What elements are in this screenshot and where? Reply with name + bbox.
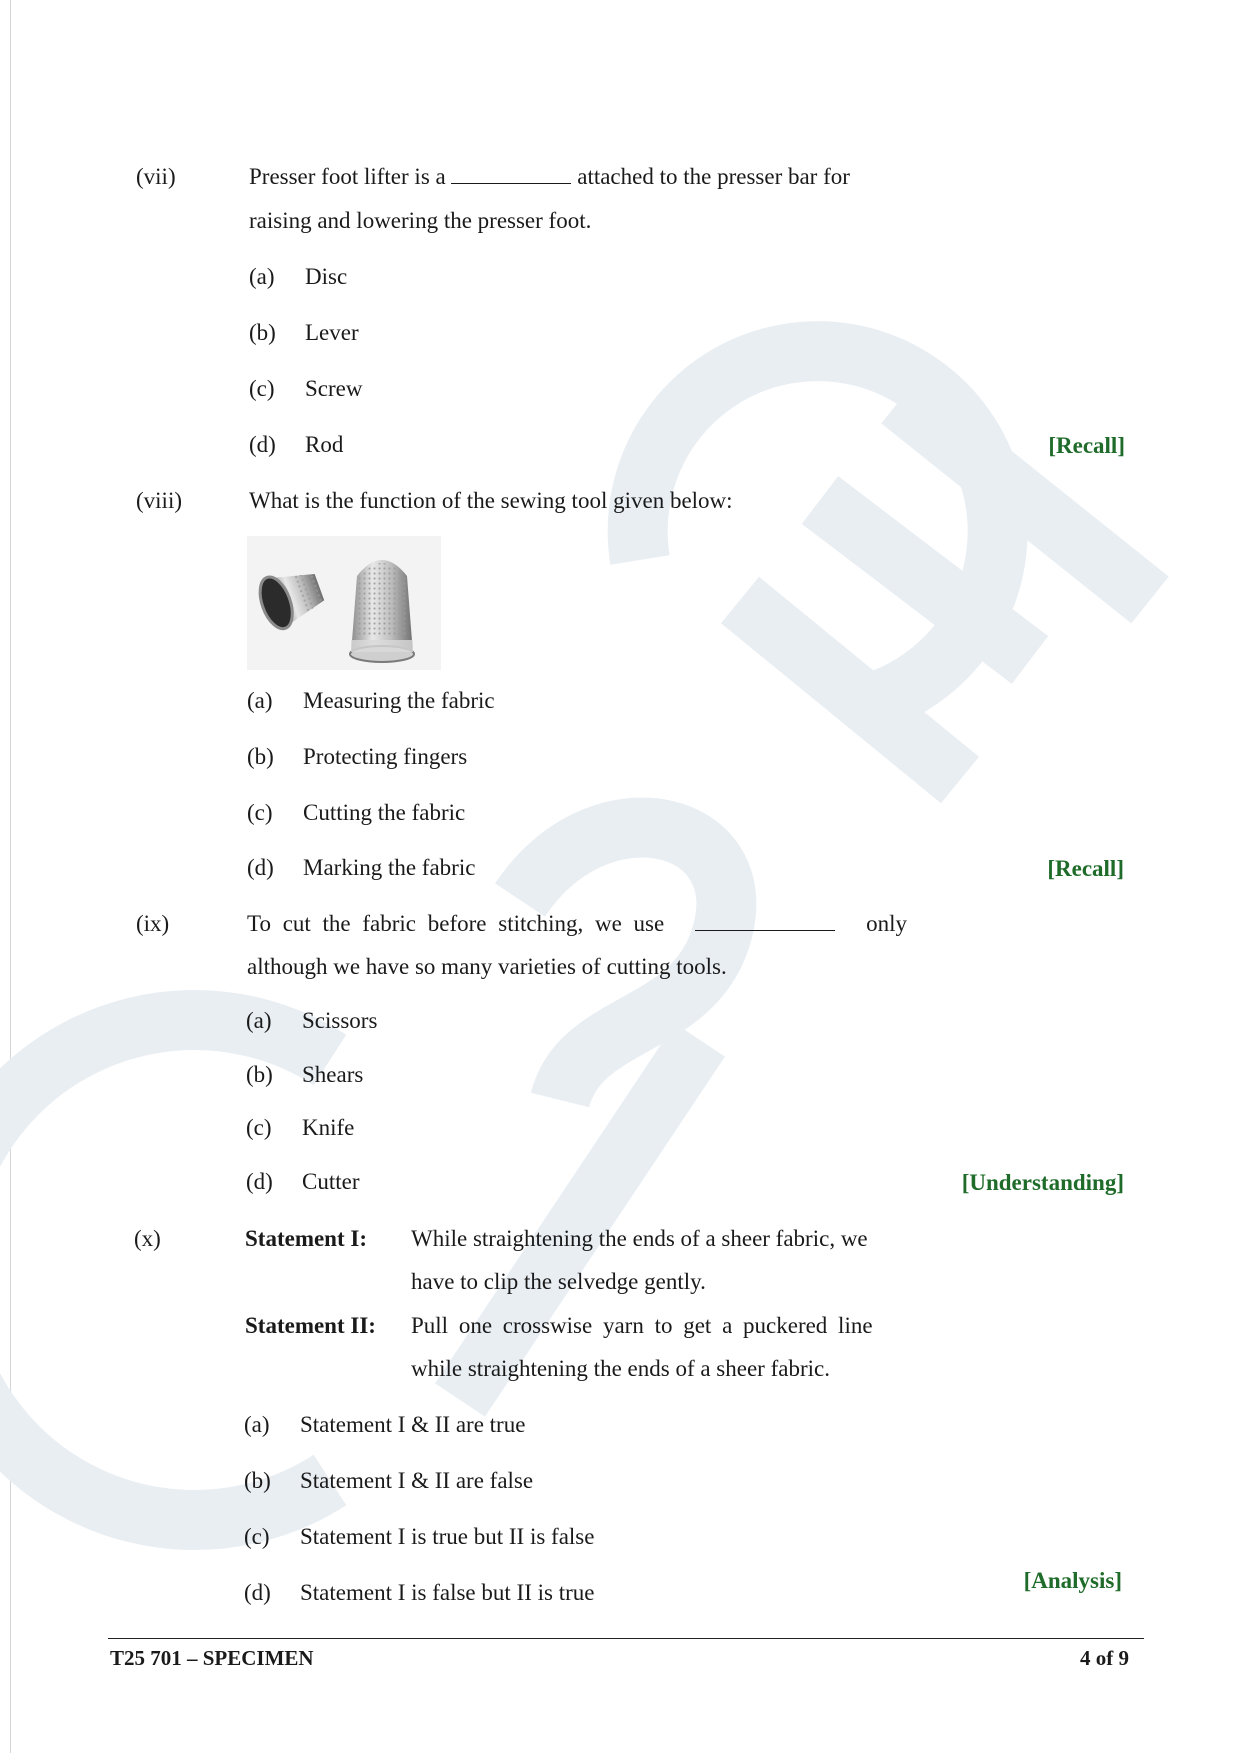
option-text: Shears [302,1062,364,1087]
option-text: Knife [302,1115,355,1140]
option-letter: (b) [249,320,276,345]
option-letter: (b) [247,744,274,769]
option-letter: (b) [244,1468,271,1493]
statement-2-text-line2: while straightening the ends of a sheer fabric. [411,1356,830,1381]
bloom-tag: [Recall] [1047,856,1124,881]
option-text: Cutting the fabric [303,800,466,825]
option-letter: (b) [246,1062,273,1087]
answer-blank [451,182,571,184]
option-text: Lever [305,320,359,345]
option-letter: (c) [249,376,275,401]
footer-rule [108,1638,1144,1639]
thimble-image [247,536,441,670]
option-letter: (a) [244,1412,270,1437]
question-text-part: only [866,911,907,936]
option-text: Screw [305,376,363,401]
option-letter: (c) [247,800,273,825]
option-letter: (c) [246,1115,272,1140]
option-text: Disc [305,264,348,289]
statement-2-text: Pull one crosswise yarn to get a puckered line [411,1313,873,1338]
option-text: Cutter [302,1169,360,1194]
option-letter: (c) [244,1524,270,1549]
option-letter: (a) [247,688,273,713]
paper-code: T25 701 – SPECIMEN [110,1646,314,1670]
statement-1-label: Statement I: [245,1226,367,1251]
statement-1-text: While straightening the ends of a sheer fabric, we [411,1226,868,1251]
page-number: 4 of 9 [1080,1646,1129,1670]
question-text-part: attached to the presser bar for [577,164,850,189]
question-number: (ix) [136,911,170,936]
option-text: Scissors [302,1008,378,1033]
page-edge [10,0,11,1753]
question-text-line2: raising and lowering the presser foot. [249,208,592,233]
option-text: Statement I & II are false [300,1468,534,1493]
question-text-part: To cut the fabric before stitching, we use [247,911,665,936]
question-number: (vii) [136,164,176,189]
option-letter: (d) [244,1580,271,1605]
question-text-line2: although we have so many varieties of cutting tools. [247,954,727,979]
question-number: (x) [134,1226,161,1251]
statement-1-text-line2: have to clip the selvedge gently. [411,1269,706,1294]
option-text: Statement I is false but II is true [300,1580,595,1605]
option-letter: (d) [249,432,276,457]
option-letter: (d) [247,855,274,880]
option-letter: (a) [249,264,275,289]
bloom-tag: [Recall] [1048,433,1125,458]
option-text: Measuring the fabric [303,688,495,713]
option-text: Statement I & II are true [300,1412,526,1437]
statement-2-label: Statement II: [245,1313,376,1338]
bloom-tag: [Analysis] [1023,1568,1122,1593]
option-letter: (d) [246,1169,273,1194]
question-text-part: Presser foot lifter is a [249,164,446,189]
question-text: What is the function of the sewing tool given below: [249,488,733,513]
question-text [247,912,907,935]
option-text: Marking the fabric [303,855,476,880]
option-text: Protecting fingers [303,744,468,769]
question-number: (viii) [136,488,182,513]
bloom-tag: [Understanding] [961,1170,1124,1195]
question-text [249,165,850,188]
answer-blank [695,929,835,931]
thimble-icon [247,536,441,670]
option-text: Rod [305,432,344,457]
option-letter: (a) [246,1008,272,1033]
option-text: Statement I is true but II is false [300,1524,595,1549]
